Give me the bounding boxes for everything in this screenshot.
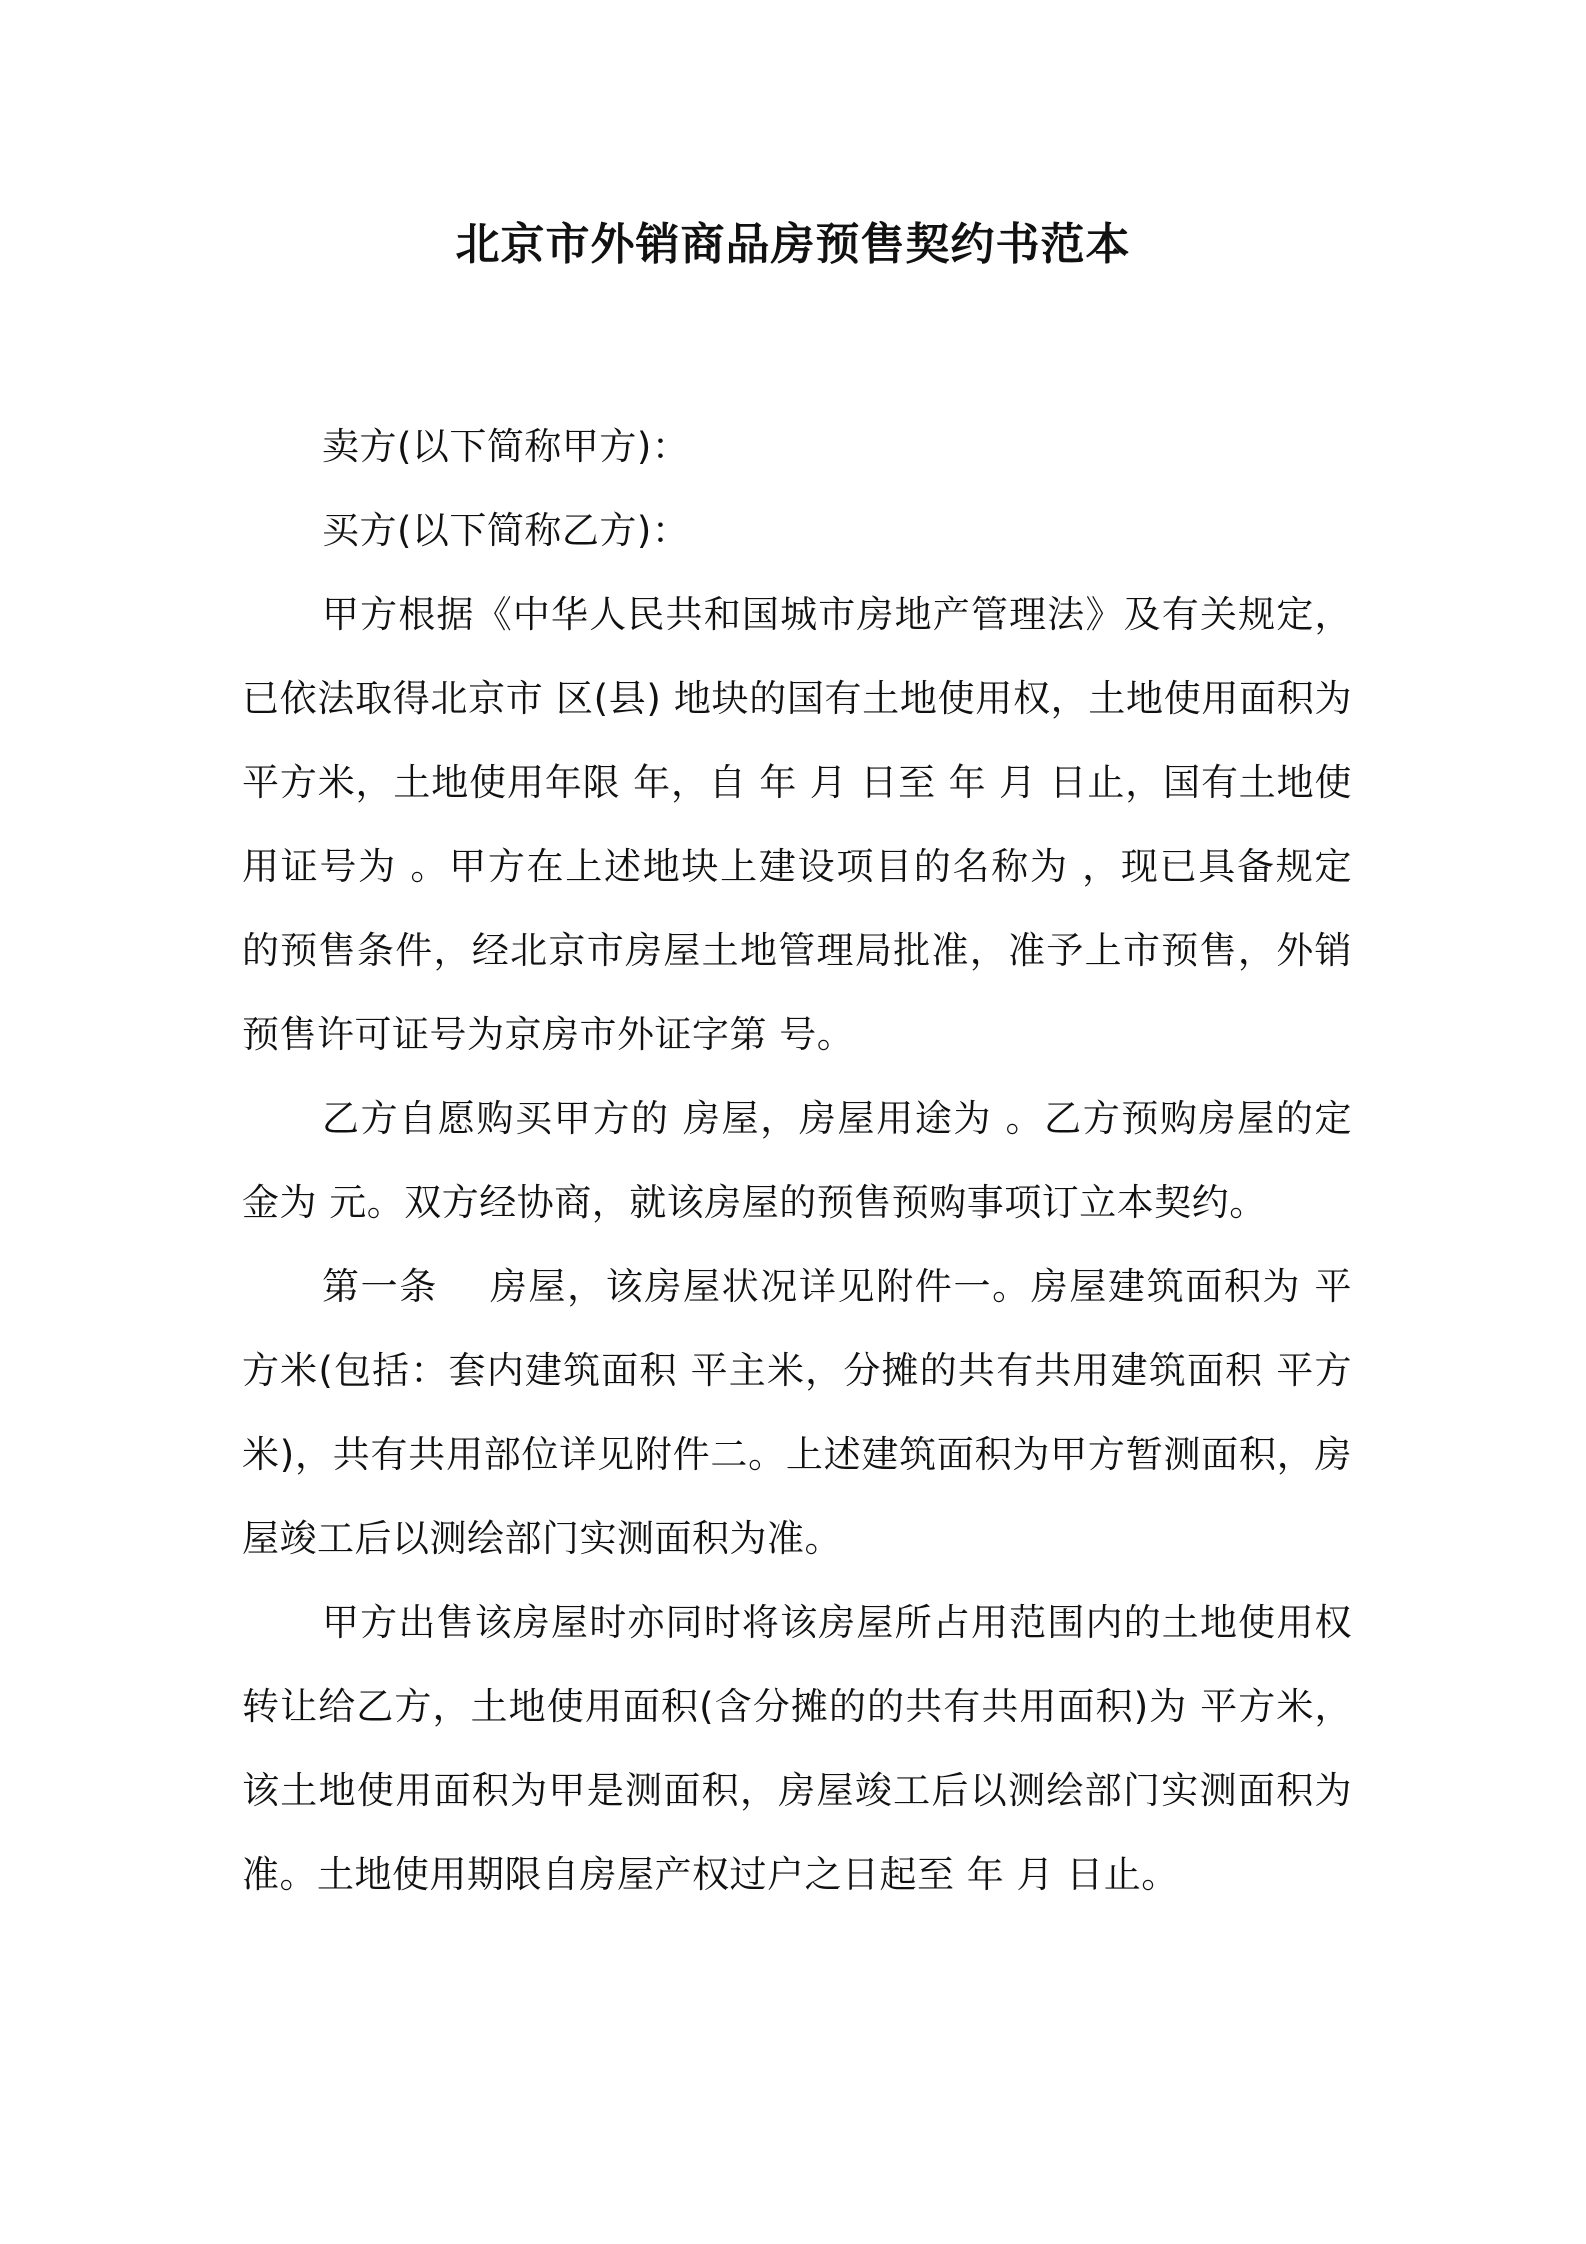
seller-line: 卖方(以下简称甲方)： [322, 425, 690, 468]
buyer-line: 买方(以下简称乙方)： [322, 509, 690, 552]
document-title: 北京市外销商品房预售契约书范本 [455, 219, 1131, 270]
article-one-paragraph: 第一条 房屋，该房屋状况详见附件一。房屋建筑面积为 平方米(包括：套内建筑面积 平主米，分摊的共有共用建筑面积 平方米)，共有共用部位详见附件二。上述建筑面积为甲方暂测面积，房屋竣工后以测绘部门实测面积为准。 [242, 1265, 1352, 1560]
purchase-paragraph: 乙方自愿购买甲方的 房屋，房屋用途为 。乙方预购房屋的定金为 元。双方经协商，就该房屋的预售预购事项订立本契约。 [242, 1097, 1352, 1224]
land-use-paragraph: 甲方根据《中华人民共和国城市房地产管理法》及有关规定，已依法取得北京市 区(县) 地块的国有土地使用权，土地使用面积为 平方米，土地使用年限 年，自 年 月 日至 年 月 日止，国有土地使用证号为 。甲方在上述地块上建设项目的名称为 ，现已具备规定的预售条件，经北京市房屋土地管理局批准，准予上市预售，外销预售许可证号为京房市外证字第 号。 [242, 593, 1352, 1056]
land-transfer-paragraph: 甲方出售该房屋时亦同时将该房屋所占用范围内的土地使用权转让给乙方，土地使用面积(含分摊的的共有共用面积)为 平方米，该土地使用面积为甲是测面积，房屋竣工后以测绘部门实测面积为准。土地使用期限自房屋产权过户之日起至 年 月 日止。 [242, 1601, 1352, 1896]
document-body [242, 405, 1352, 1917]
